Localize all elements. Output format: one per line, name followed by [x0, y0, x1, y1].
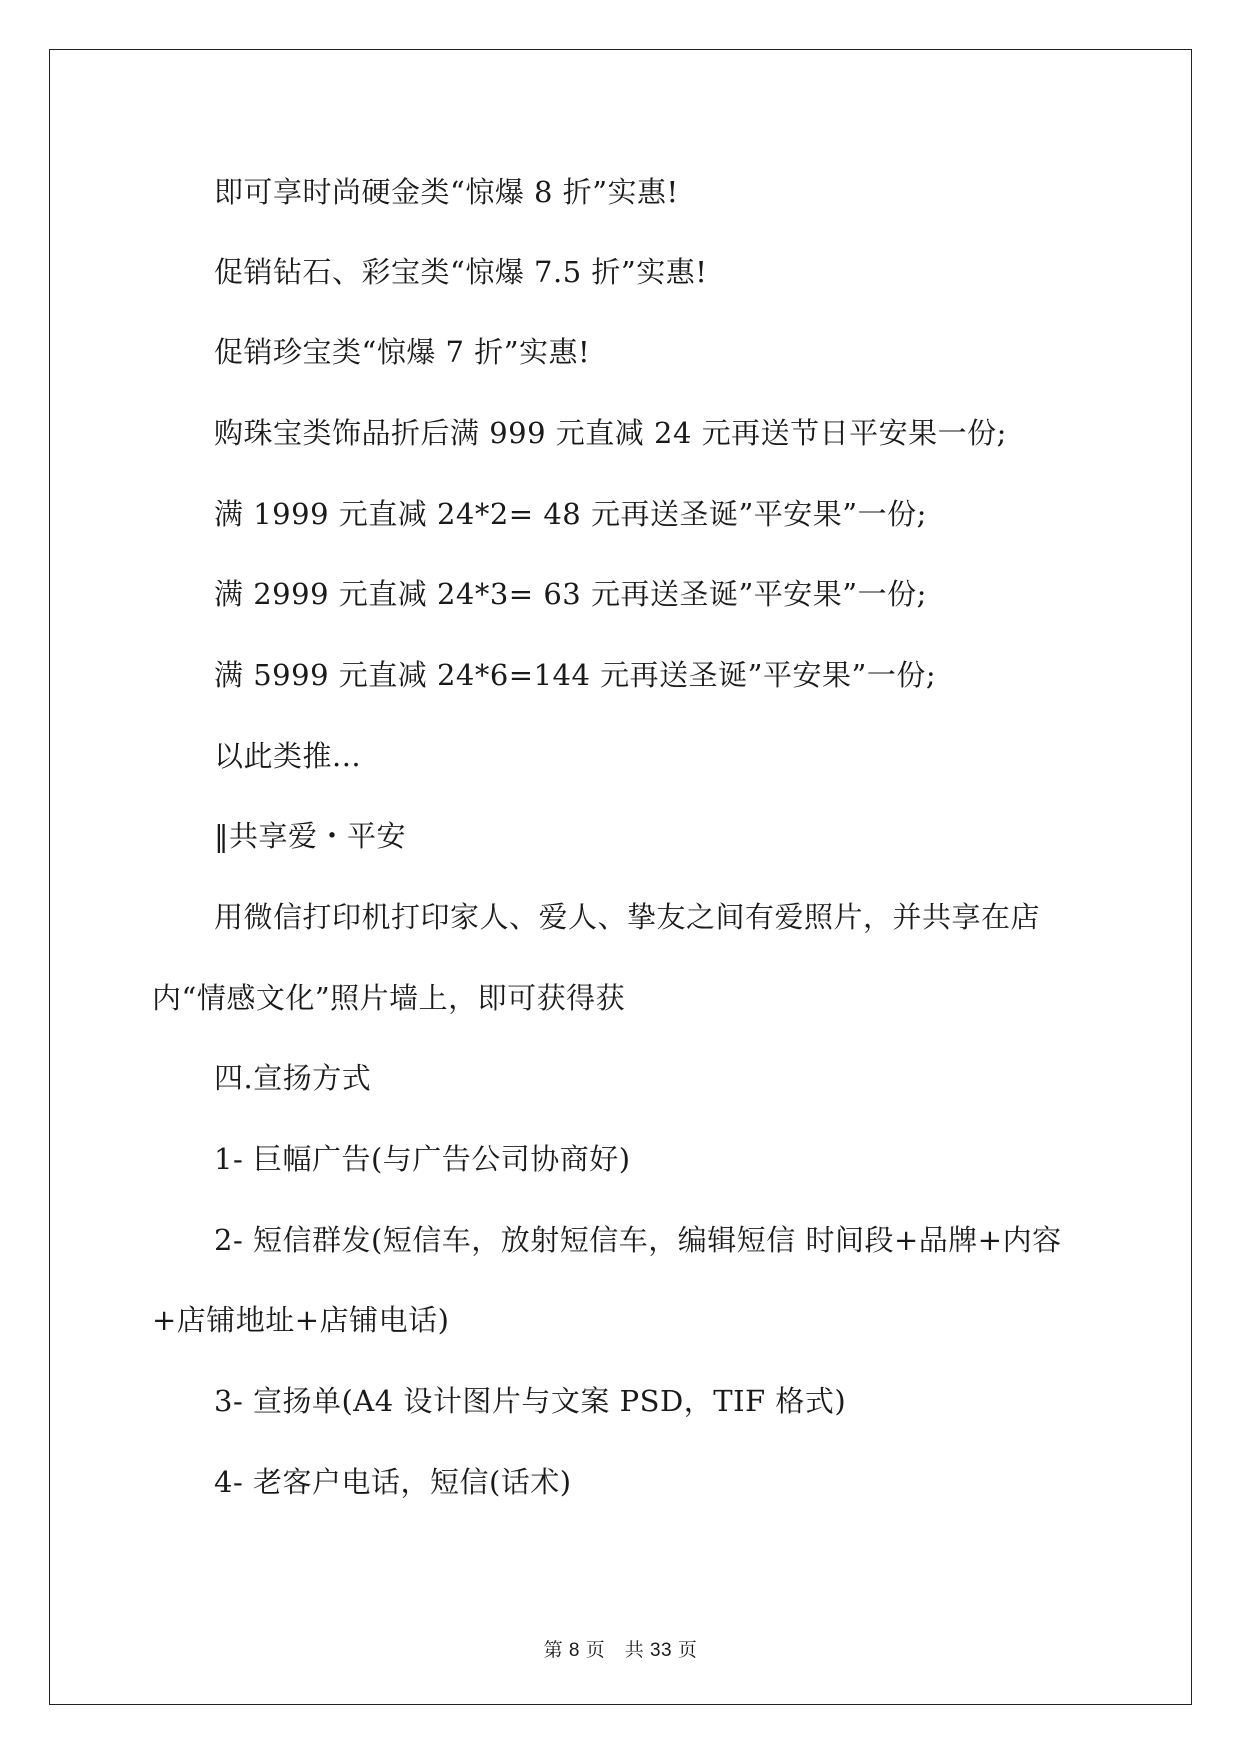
text-line: 满 1999 元直减 24*2= 48 元再送圣诞”平安果”一份;	[214, 497, 927, 531]
list-item: 3- 宣扬单(A4 设计图片与文案 PSD，TIF 格式)	[214, 1384, 847, 1418]
page-border	[49, 49, 1192, 1705]
text-line-continuation: 内“情感文化”照片墙上，即可获得获	[152, 981, 626, 1015]
section-heading: ‖共享爱・平安	[214, 819, 407, 853]
text-line: 购珠宝类饰品折后满 999 元直减 24 元再送节日平安果一份;	[214, 416, 1007, 450]
text-line: 用微信打印机打印家人、爱人、挚友之间有爱照片，并共享在店	[214, 900, 1041, 934]
list-item: 1- 巨幅广告(与广告公司协商好)	[214, 1142, 631, 1176]
text-line: 以此类推...	[214, 739, 362, 773]
text-line: 即可享时尚硬金类“惊爆 8 折”实惠!	[214, 175, 679, 209]
text-line: 满 2999 元直减 24*3= 63 元再送圣诞”平安果”一份;	[214, 577, 927, 611]
text-line: 促销钻石、彩宝类“惊爆 7.5 折”实惠!	[214, 255, 708, 289]
list-item: 2- 短信群发(短信车，放射短信车，编辑短信 时间段+品牌+内容	[214, 1223, 1062, 1257]
list-item-continuation: +店铺地址+店铺电话)	[152, 1303, 450, 1337]
list-item: 4- 老客户电话，短信(话术)	[214, 1465, 572, 1499]
page-number: 第 8 页 共 33 页	[543, 1640, 698, 1661]
text-line: 促销珍宝类“惊爆 7 折”实惠!	[214, 335, 591, 369]
section-heading: 四.宣扬方式	[214, 1061, 372, 1095]
text-line: 满 5999 元直减 24*6=144 元再送圣诞”平安果”一份;	[214, 658, 937, 692]
